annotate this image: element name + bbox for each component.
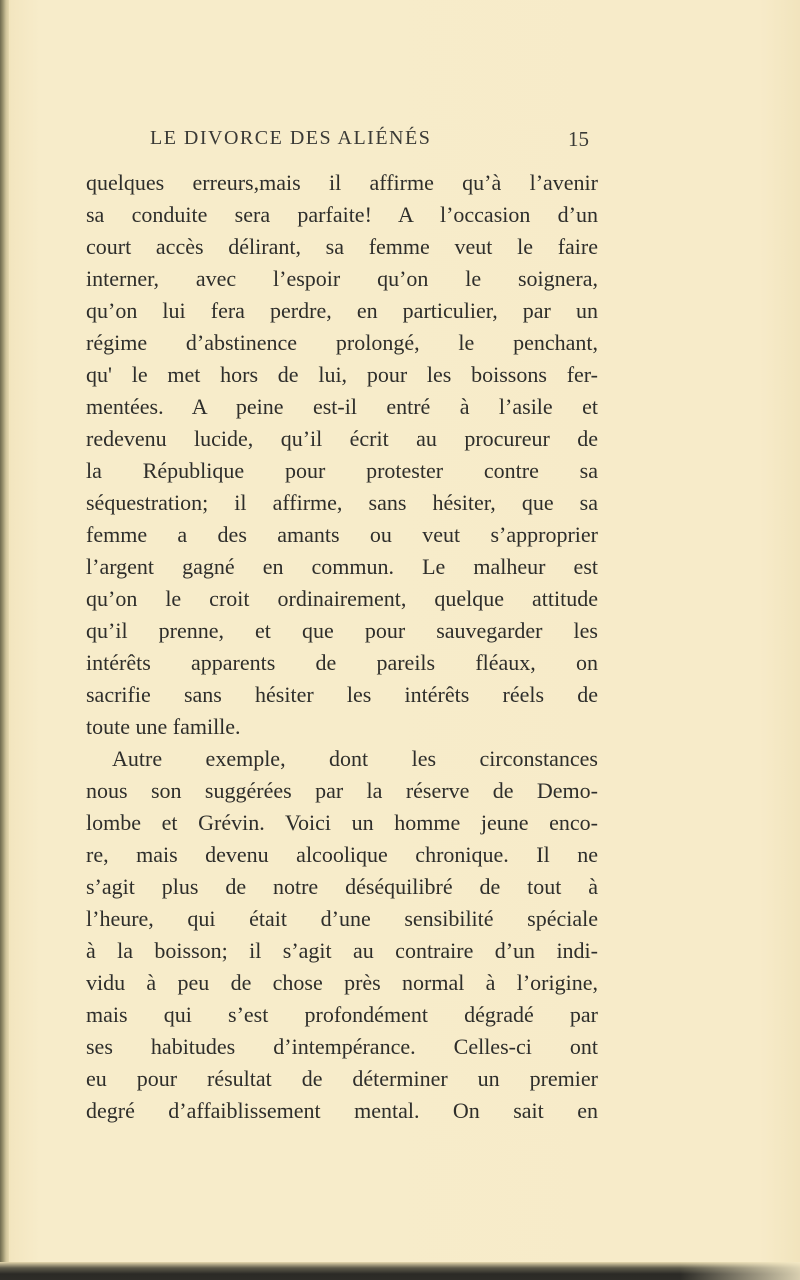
text-line: lombe et Grévin. Voici un homme jeune enco- bbox=[86, 810, 598, 835]
text-line: femme a des amants ou veut s’approprier bbox=[86, 522, 598, 547]
running-title: LE DIVORCE DES ALIÉNÉS bbox=[150, 127, 432, 149]
text-line: degré d’affaiblissement mental. On sait en bbox=[86, 1098, 598, 1123]
text-line: intérêts apparents de pareils fléaux, on bbox=[86, 650, 598, 675]
text-line: mentées. A peine est-il entré à l’asile et bbox=[86, 394, 598, 419]
text-line: la République pour protester contre sa bbox=[86, 458, 598, 483]
text-line: l’argent gagné en commun. Le malheur est bbox=[86, 554, 598, 579]
text-line: redevenu lucide, qu’il écrit au procureur de bbox=[86, 426, 598, 451]
page-header bbox=[150, 127, 589, 153]
text-line: à la boisson; il s’agit au contraire d’un indi- bbox=[86, 938, 598, 963]
text-line: eu pour résultat de déterminer un premier bbox=[86, 1066, 598, 1091]
text-line: qu’on le croit ordinairement, quelque attitude bbox=[86, 586, 598, 611]
text-line: re, mais devenu alcoolique chronique. Il ne bbox=[86, 842, 598, 867]
text-line: mais qui s’est profondément dégradé par bbox=[86, 1002, 598, 1027]
text-line: l’heure, qui était d’une sensibilité spéciale bbox=[86, 906, 598, 931]
page-binding-shadow bbox=[0, 0, 9, 1280]
page-bottom-edge-fade bbox=[680, 1262, 800, 1280]
text-line: vidu à peu de chose près normal à l’origine, bbox=[86, 970, 598, 995]
text-line: qu’on lui fera perdre, en particulier, par un bbox=[86, 298, 598, 323]
page-number: 15 bbox=[568, 127, 589, 151]
text-line: court accès délirant, sa femme veut le faire bbox=[86, 234, 598, 259]
paragraph-last-line: toute une famille. bbox=[86, 714, 241, 739]
text-line: qu' le met hors de lui, pour les boissons fer- bbox=[86, 362, 598, 387]
text-line: nous son suggérées par la réserve de Demo- bbox=[86, 778, 598, 803]
text-line: s’agit plus de notre déséquilibré de tout à bbox=[86, 874, 598, 899]
text-line: interner, avec l’espoir qu’on le soignera, bbox=[86, 266, 598, 291]
body-text bbox=[86, 167, 598, 1127]
text-line: sacrifie sans hésiter les intérêts réels de bbox=[86, 682, 598, 707]
paragraph-first-line: Autre exemple, dont les circonstances bbox=[112, 746, 598, 771]
text-line: quelques erreurs,mais il affirme qu’à l’avenir bbox=[86, 170, 598, 195]
text-line: séquestration; il affirme, sans hésiter, que sa bbox=[86, 490, 598, 515]
text-line: régime d’abstinence prolongé, le penchant, bbox=[86, 330, 598, 355]
text-line: qu’il prenne, et que pour sauvegarder les bbox=[86, 618, 598, 643]
text-line: ses habitudes d’intempérance. Celles-ci ont bbox=[86, 1034, 598, 1059]
text-line: sa conduite sera parfaite! A l’occasion d’un bbox=[86, 202, 598, 227]
